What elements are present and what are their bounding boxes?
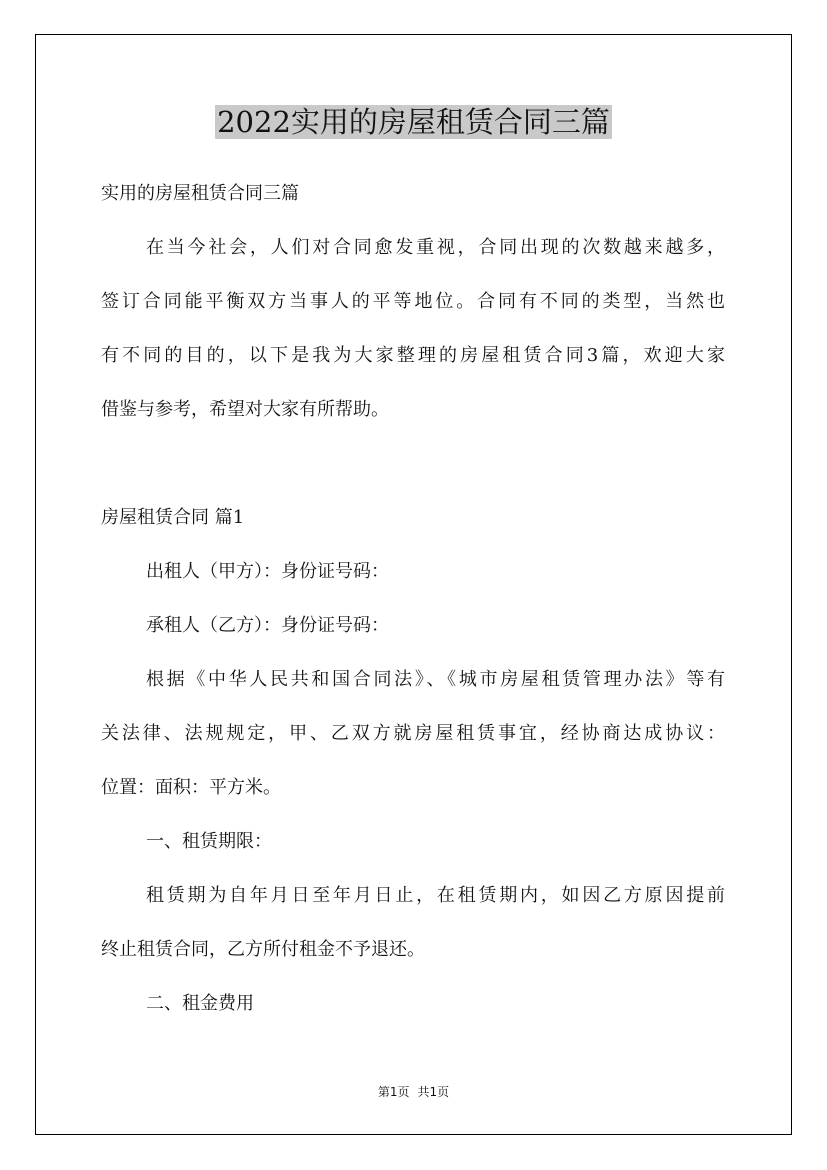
intro-line-1: 在当今社会，人们对合同愈发重视，合同出现的次数越来越多，	[146, 237, 725, 258]
section-heading: 房屋租赁合同 篇1	[101, 507, 245, 528]
clause1-heading: 一、租赁期限：	[146, 831, 272, 852]
basis-line-3: 位置：面积：平方米。	[101, 777, 281, 798]
basis-line-1: 根据《中华人民共和国合同法》、《城市房屋租赁管理办法》等有	[146, 669, 725, 690]
intro-line-4: 借鉴与参考，希望对大家有所帮助。	[101, 399, 389, 420]
page-current: 第1页	[377, 1085, 410, 1099]
intro-line-3: 有不同的目的，以下是我为大家整理的房屋租赁合同3篇，欢迎大家	[101, 345, 725, 366]
clause1-line-1: 租赁期为自年月日至年月日止，在租赁期内，如因乙方原因提前	[146, 885, 725, 906]
lessee-line: 承租人（乙方）：身份证号码：	[146, 615, 389, 636]
clause2-heading: 二、租金费用	[146, 993, 254, 1014]
intro-line-2: 签订合同能平衡双方当事人的平等地位。合同有不同的类型，当然也	[101, 291, 725, 312]
page-total: 共1页	[417, 1085, 450, 1099]
document-title-text: 2022实用的房屋租赁合同三篇	[217, 105, 610, 139]
page-footer	[0, 1083, 827, 1101]
basis-line-2: 关法律、法规规定，甲、乙双方就房屋租赁事宜，经协商达成协议：	[101, 723, 725, 744]
clause1-line-2: 终止租赁合同，乙方所付租金不予退还。	[101, 939, 425, 960]
document-title	[0, 100, 827, 144]
lessor-line: 出租人（甲方）：身份证号码：	[146, 561, 389, 582]
document-subtitle: 实用的房屋租赁合同三篇	[101, 183, 299, 204]
